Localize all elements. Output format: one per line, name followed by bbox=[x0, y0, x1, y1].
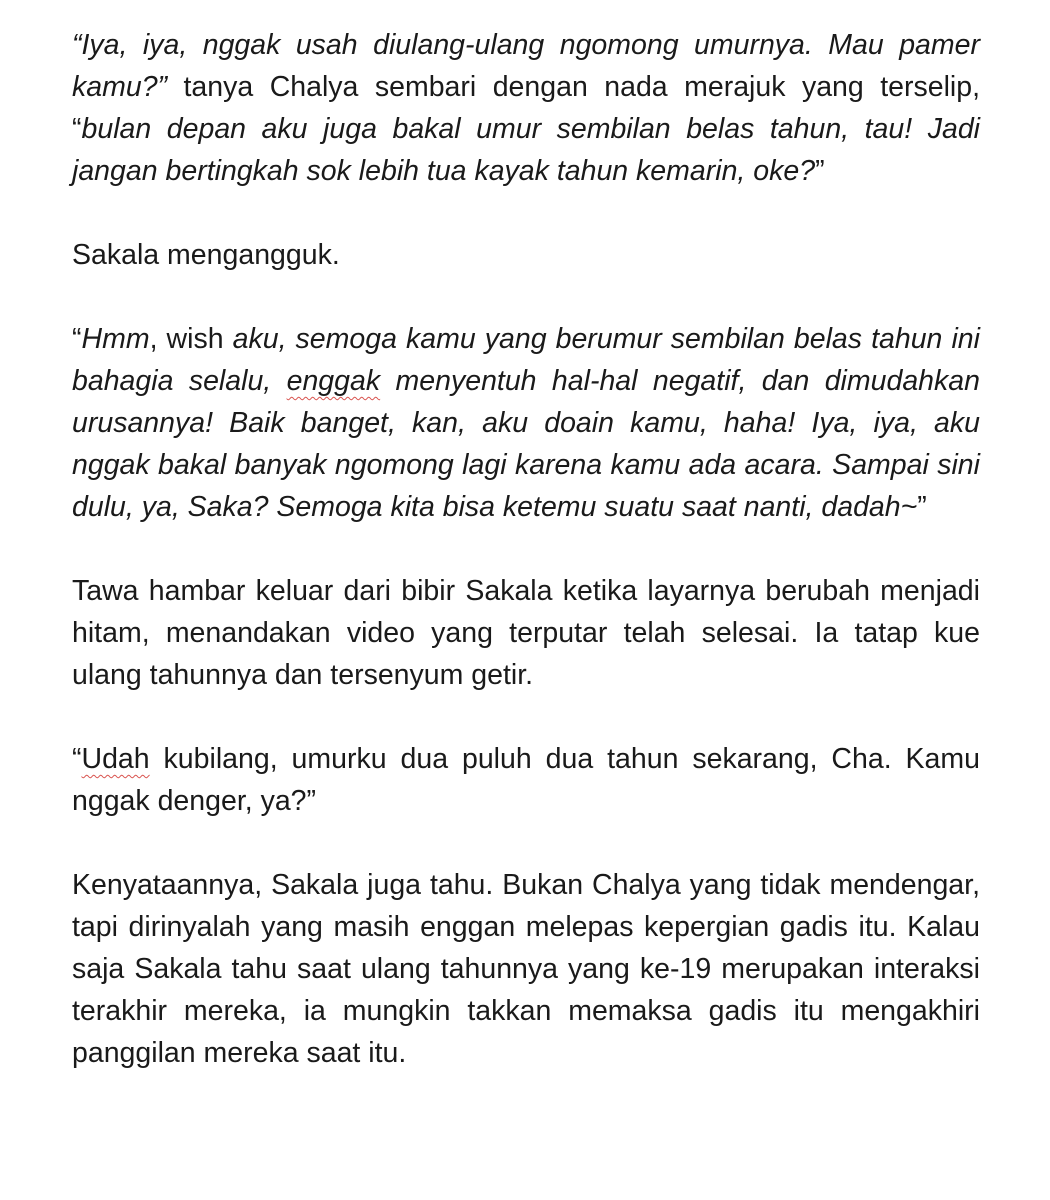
dialogue-word-wish: , wish bbox=[149, 323, 233, 355]
closing-quote: ” bbox=[815, 155, 825, 187]
dialogue-wish-text-continued: menyentuh hal-hal negatif, dan dimudahkan urusannya! Baik banget, kan, aku doain kamu, haha! Iya, iya, aku nggak bakal banyak ngomong lagi karena kamu ada acara. Sampai sini dulu, ya, Saka? Semoga kita bisa ketemu suatu saat nanti, dadah~ bbox=[72, 365, 980, 523]
paragraph-2 bbox=[72, 234, 980, 276]
dialogue-word-hmm: Hmm bbox=[81, 323, 150, 355]
dialogue-chalya-opening: “Iya, iya, nggak usah diulang-ulang ngomong umurnya. Mau pamer kamu?” bbox=[72, 29, 980, 103]
spellcheck-flagged-word[interactable]: enggak bbox=[286, 365, 381, 397]
dialogue-chalya-continued: bulan depan aku juga bakal umur sembilan belas tahun, tau! Jadi jangan bertingkah sok lebih tua kayak tahun kemarin, oke? bbox=[72, 113, 980, 187]
paragraph-1 bbox=[72, 24, 980, 192]
narration-text: Tawa hambar keluar dari bibir Sakala ketika layarnya berubah menjadi hitam, menandakan video yang terputar telah selesai. Ia tatap kue ulang tahunnya dan tersenyum getir. bbox=[72, 575, 980, 691]
document-page bbox=[72, 24, 980, 1074]
opening-quote: “ bbox=[72, 743, 82, 775]
narration-text: tanya Chalya sembari dengan nada merajuk yang terselip, “ bbox=[72, 71, 980, 145]
paragraph-5 bbox=[72, 738, 980, 822]
narration-text: Sakala mengangguk. bbox=[72, 239, 340, 271]
dialogue-wish-text: aku, semoga kamu yang berumur sembilan belas tahun ini bahagia selalu, bbox=[72, 323, 980, 397]
dialogue-sakala: kubilang, umurku dua puluh dua tahun sekarang, Cha. Kamu nggak denger, ya?” bbox=[72, 743, 980, 817]
paragraph-3 bbox=[72, 318, 980, 528]
paragraph-6 bbox=[72, 864, 980, 1074]
spellcheck-flagged-word[interactable]: Udah bbox=[81, 743, 150, 775]
paragraph-4 bbox=[72, 570, 980, 696]
closing-quote: ” bbox=[917, 491, 927, 523]
narration-text: Kenyataannya, Sakala juga tahu. Bukan Chalya yang tidak mendengar, tapi dirinyalah yang masih enggan melepas kepergian gadis itu. Kalau saja Sakala tahu saat ulang tahunnya yang ke-19 merupakan interaksi terakhir mereka, ia mungkin takkan memaksa gadis itu mengakhiri panggilan mereka saat itu. bbox=[72, 869, 980, 1069]
opening-quote: “ bbox=[72, 323, 82, 355]
